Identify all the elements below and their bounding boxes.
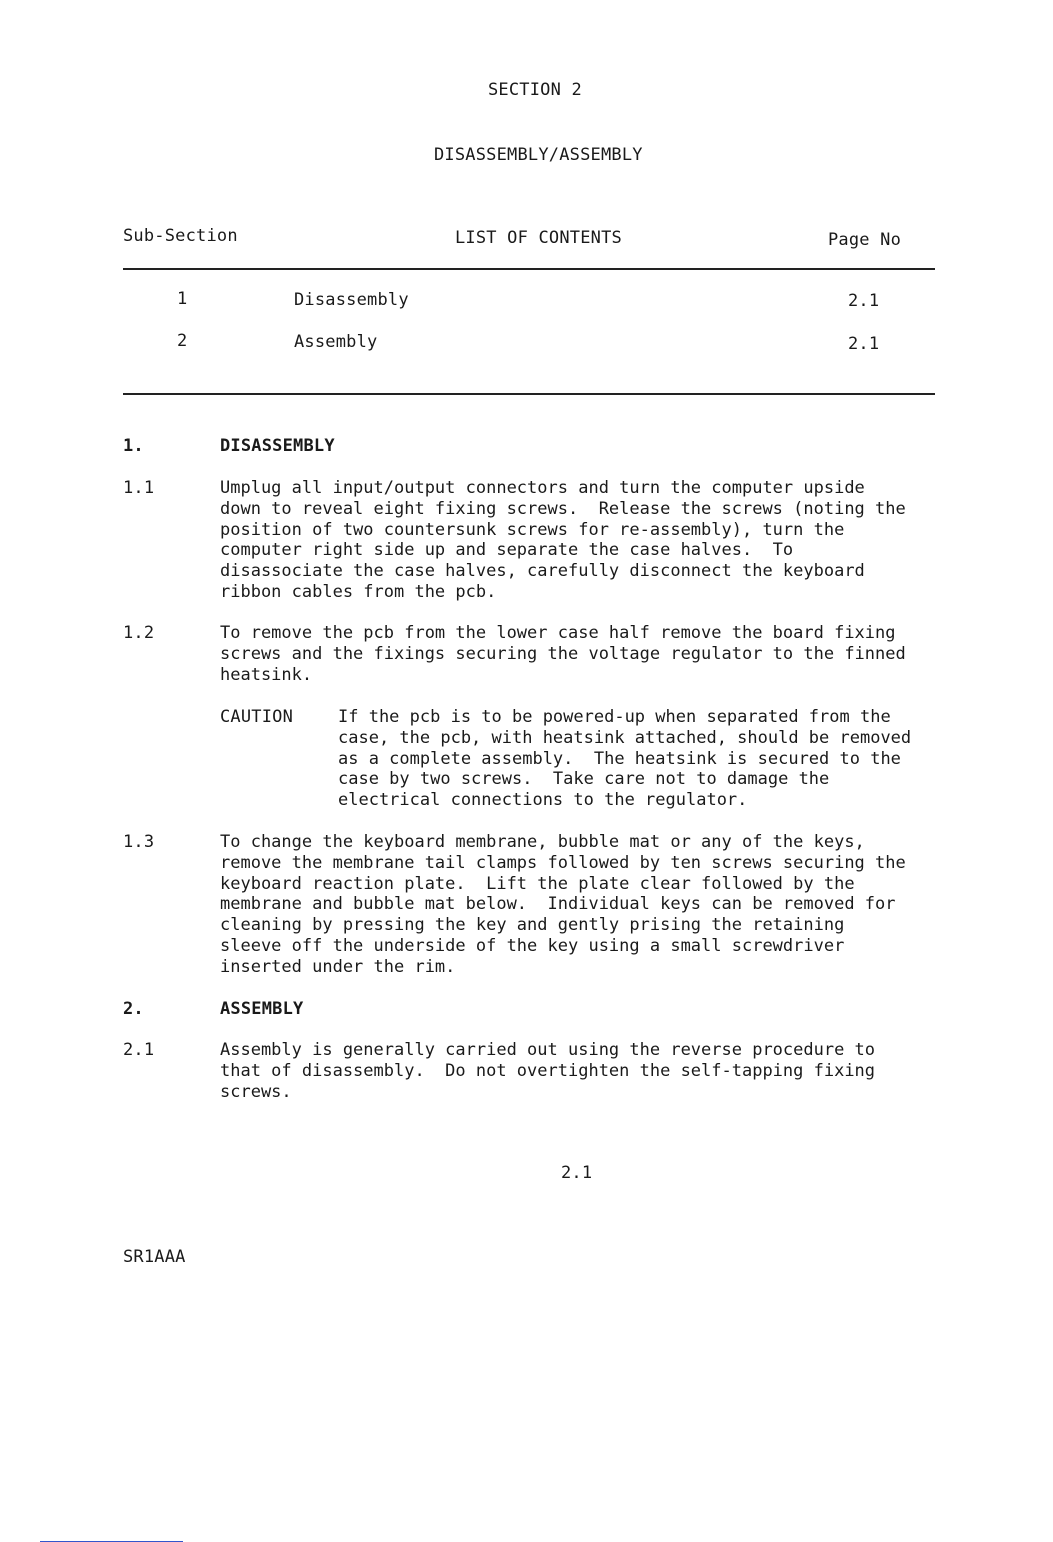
caution-label: CAUTION <box>220 707 294 727</box>
paragraph-line: screws and the fixings securing the voltage regulator to the finned <box>220 643 906 664</box>
caution-line: If the pcb is to be powered-up when separated from the <box>338 707 891 727</box>
paragraph <box>220 478 906 603</box>
contents-row-number: 1 <box>177 289 188 309</box>
paragraph-line: ribbon cables from the pcb. <box>220 581 497 602</box>
contents-col-subsection: Sub-Section <box>123 226 238 246</box>
paragraph-line: Umplug all input/output connectors and turn the computer upside <box>220 478 865 498</box>
paragraph-line: that of disassembly. Do not overtighten the self-tapping fixing <box>220 1060 876 1081</box>
paragraph-line: Assembly is generally carried out using the reverse procedure to <box>220 1040 876 1060</box>
paragraph-line: screws. <box>220 1081 292 1102</box>
contents-row-number: 2 <box>177 331 188 351</box>
paragraph-line: remove the membrane tail clamps followed by ten screws securing the <box>220 852 906 873</box>
contents-row-page: 2.1 <box>848 291 880 311</box>
caution-line: case by two screws. Take care not to damage the <box>338 769 830 790</box>
caution-text <box>338 707 911 811</box>
section-number: 1. <box>123 436 144 456</box>
contents-col-title: LIST OF CONTENTS <box>455 228 622 248</box>
paragraph-line: inserted under the rim. <box>220 956 456 977</box>
paragraph-line: membrane and bubble mat below. Individual keys can be removed for <box>220 894 896 915</box>
contents-bottom-rule <box>123 393 935 395</box>
page-number: 2.1 <box>561 1163 593 1183</box>
paragraph <box>220 1040 875 1102</box>
paragraph-line: down to reveal eight fixing screws. Release the screws (noting the <box>220 498 906 519</box>
paragraph <box>220 832 906 978</box>
paragraph-number: 1.2 <box>123 623 155 643</box>
document-code: SR1AAA <box>123 1247 186 1267</box>
paragraph-line: heatsink. <box>220 664 313 685</box>
paragraph-line: disassociate the case halves, carefully disconnect the keyboard <box>220 561 865 582</box>
paragraph-line: position of two countersunk screws for re-assembly), turn the <box>220 519 845 540</box>
caution-line: electrical connections to the regulator. <box>338 790 748 811</box>
contents-row-page: 2.1 <box>848 334 880 354</box>
paragraph-line: To remove the pcb from the lower case half remove the board fixing <box>220 623 896 643</box>
paragraph <box>220 623 906 685</box>
contents-col-page: Page No <box>828 230 902 250</box>
contents-row-title: Assembly <box>294 332 378 352</box>
paragraph-number: 1.1 <box>123 478 155 498</box>
contents-row-title: Disassembly <box>294 290 409 310</box>
section-title: DISASSEMBLY/ASSEMBLY <box>434 145 643 165</box>
contents-top-rule <box>123 268 935 270</box>
caution-line: as a complete assembly. The heatsink is secured to the <box>338 748 901 769</box>
paragraph-number: 1.3 <box>123 832 155 852</box>
paragraph-line: computer right side up and separate the case halves. To <box>220 540 794 561</box>
section-heading: DISASSEMBLY <box>220 436 335 456</box>
paragraph-line: To change the keyboard membrane, bubble mat or any of the keys, <box>220 832 865 852</box>
paragraph-line: cleaning by pressing the key and gently prising the retaining <box>220 915 845 936</box>
paragraph-line: keyboard reaction plate. Lift the plate clear followed by the <box>220 873 855 894</box>
paragraph-number: 2.1 <box>123 1040 155 1060</box>
section-heading: SECTION 2 <box>488 80 582 100</box>
caution-line: case, the pcb, with heatsink attached, should be removed <box>338 727 912 748</box>
paragraph-line: sleeve off the underside of the key using a small screwdriver <box>220 935 845 956</box>
section-heading: ASSEMBLY <box>220 999 304 1019</box>
section-number: 2. <box>123 999 144 1019</box>
